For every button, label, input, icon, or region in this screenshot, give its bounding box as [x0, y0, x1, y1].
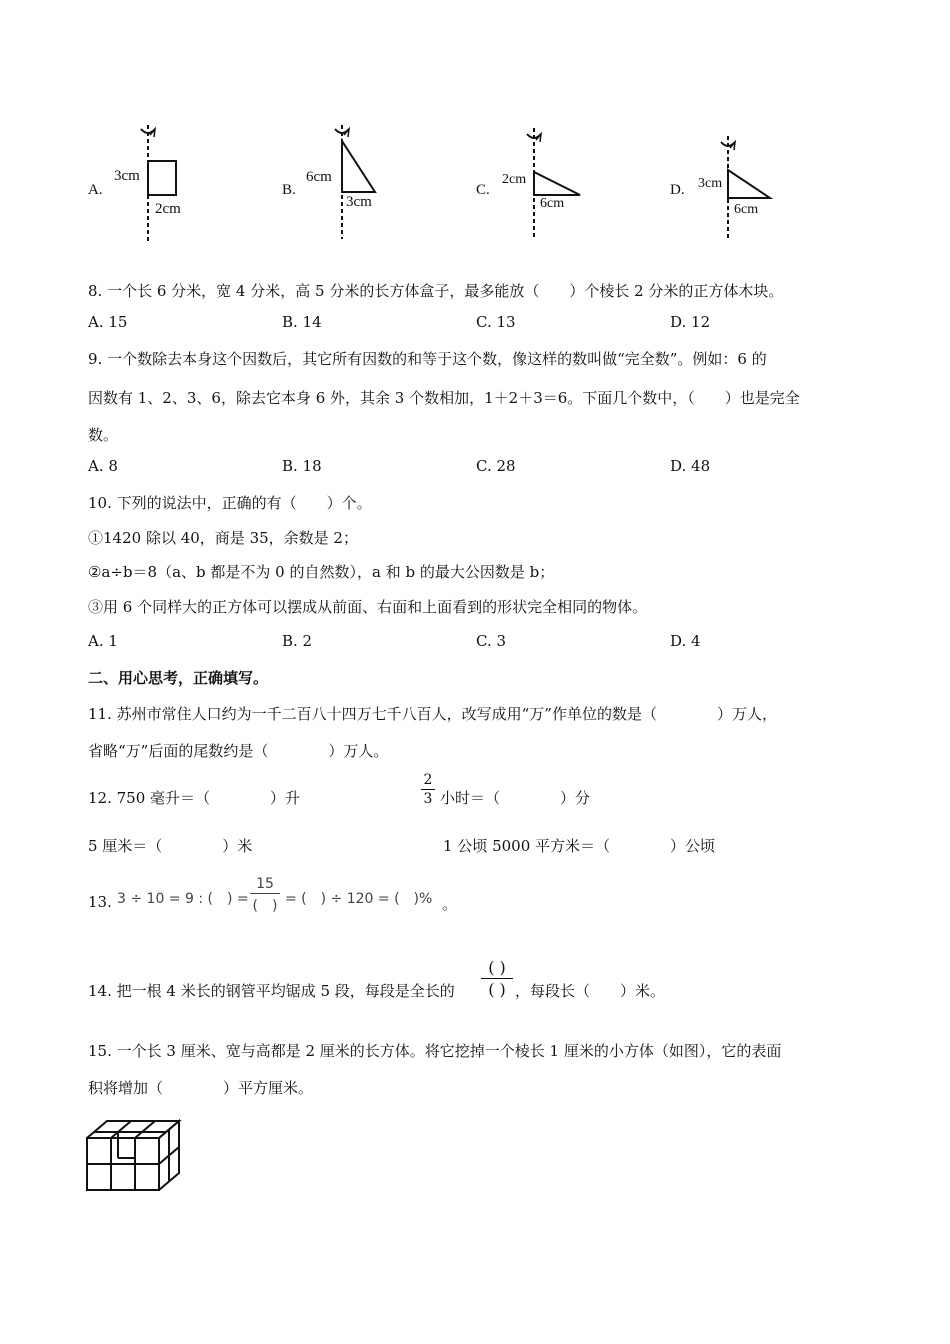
- option-letter: D.: [670, 182, 685, 198]
- fraction-two-thirds: [421, 772, 435, 807]
- option-letter: B.: [282, 182, 296, 198]
- question-8-text: 8. 一个长 6 分米，宽 4 分米，高 5 分米的长方体盒子，最多能放（ ）个棱长 2 分米的正方体木块。: [88, 282, 784, 300]
- dim-label: 3cm: [114, 168, 140, 184]
- question-13-expr-2: = ( ) ÷ 120 = ( )%: [285, 891, 433, 907]
- q9-option-d[interactable]: D. 48: [670, 457, 711, 475]
- fraction-denominator: 3: [423, 791, 433, 807]
- dim-label: 3cm: [346, 194, 372, 210]
- q8-option-b[interactable]: B. 14: [282, 313, 322, 331]
- question-13-expr-1: 3 ÷ 10 = 9 : ( ) =: [117, 891, 249, 907]
- dim-label: 3cm: [698, 176, 723, 191]
- fraction-numerator: ( ): [488, 958, 506, 977]
- q10-option-b[interactable]: B. 2: [282, 632, 313, 650]
- question-13-tail: 。: [442, 895, 458, 913]
- fraction-numerator: 2: [423, 772, 433, 788]
- statement-3: ③用 6 个同样大的正方体可以摆成从前面、右面和上面看到的形状完全相同的物体。: [88, 598, 648, 616]
- q9-option-c[interactable]: C. 28: [476, 457, 516, 475]
- question-14-post: ，每段长（ ）米。: [515, 982, 666, 1000]
- q9-option-a[interactable]: A. 8: [88, 457, 118, 475]
- q8-option-a[interactable]: A. 15: [88, 313, 128, 331]
- question-9-line1: 9. 一个数除去本身这个因数后，其它所有因数的和等于这个数，像这样的数叫做“完全数”。例如：6 的: [88, 350, 767, 368]
- q8-option-d[interactable]: D. 12: [670, 313, 711, 331]
- fraction-15-over-blank: [250, 876, 280, 915]
- fraction-blank: [481, 958, 513, 999]
- fraction-denominator: ( ): [488, 980, 506, 999]
- question-9-line3: 数。: [88, 426, 119, 444]
- question-15-line1: 15. 一个长 3 厘米、宽与高都是 2 厘米的长方体。将它挖掉一个棱长 1 厘米的小方体（如图），它的表面: [88, 1042, 782, 1060]
- dim-label: 2cm: [155, 201, 181, 217]
- cuboid-figure: [86, 1118, 186, 1198]
- question-14-pre: 14. 把一根 4 米长的钢管平均锯成 5 段，每段是全长的: [88, 982, 455, 1000]
- q8-option-c[interactable]: C. 13: [476, 313, 516, 331]
- question-12-part-b: 小时＝（ ）分: [440, 789, 591, 807]
- section-title: 二、用心思考，正确填写。: [88, 669, 269, 687]
- dim-label: 2cm: [502, 172, 527, 187]
- fraction-numerator: 15: [256, 876, 274, 892]
- question-9-line2: 因数有 1、2、3、6，除去它本身 6 外，其余 3 个数相加，1＋2＋3＝6。下面几个数中，（ ）也是完全: [88, 389, 800, 407]
- question-13-number: 13.: [88, 893, 112, 911]
- q9-option-b[interactable]: B. 18: [282, 457, 322, 475]
- option-letter: C.: [476, 182, 490, 198]
- q10-option-d[interactable]: D. 4: [670, 632, 701, 650]
- question-15-line2: 积将增加（ ）平方厘米。: [88, 1079, 314, 1097]
- dim-label: 6cm: [734, 202, 759, 217]
- option-letter: A.: [88, 182, 103, 198]
- question-11-line1: 11. 苏州市常住人口约为一千二百八十四万七千八百人，改写成用“万”作单位的数是（ ）万人，: [88, 705, 777, 723]
- q10-option-c[interactable]: C. 3: [476, 632, 507, 650]
- q10-option-a[interactable]: A. 1: [88, 632, 118, 650]
- dim-label: 6cm: [306, 169, 332, 185]
- dim-label: 6cm: [540, 196, 565, 211]
- statement-1: ①1420 除以 40，商是 35，余数是 2；: [88, 529, 358, 547]
- statement-2: ②a÷b＝8（a、b 都是不为 0 的自然数），a 和 b 的最大公因数是 b；: [88, 563, 555, 581]
- fraction-denominator: ( ): [252, 898, 278, 914]
- question-11-line2: 省略“万”后面的尾数约是（ ）万人。: [88, 742, 389, 760]
- question-12-part-c: 5 厘米＝（ ）米: [88, 837, 253, 855]
- question-12-part-a: 12. 750 毫升＝（ ）升: [88, 789, 301, 807]
- question-10-text: 10. 下列的说法中，正确的有（ ）个。: [88, 494, 372, 512]
- question-12-part-d: 1 公顷 5000 平方米＝（ ）公顷: [443, 837, 716, 855]
